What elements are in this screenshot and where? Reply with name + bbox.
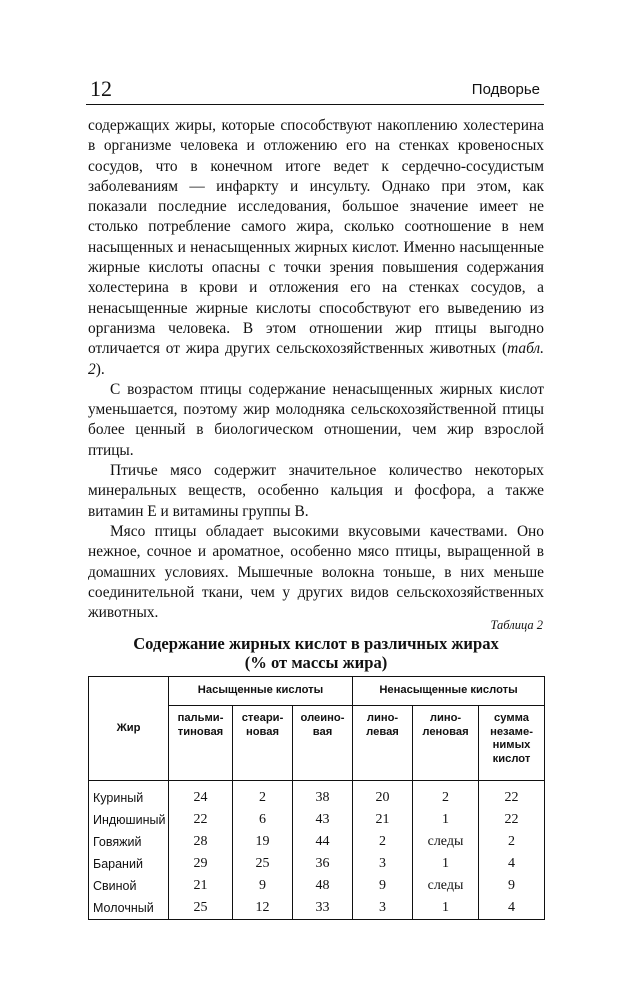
value-cell: 48	[293, 875, 353, 897]
fat-name-cell: Говяжий	[89, 831, 169, 853]
value-cell: 43	[293, 809, 353, 831]
header-rule	[86, 104, 544, 105]
value-cell: 4	[479, 897, 545, 920]
paragraph-4: Мясо птицы обладает высокими вкусовыми качествами. Оно нежное, сочное и ароматное, особенно мясо птицы, выращенной в домашних условиях. Мышечные волокна тоньше, в них меньше соединительной ткани, чем у других видов сельскохозяйственных животных.	[88, 522, 544, 622]
value-cell: 25	[169, 897, 233, 920]
fat-name-cell: Молочный	[89, 897, 169, 920]
value-cell: 33	[293, 897, 353, 920]
header-unsaturated: Ненасыщенные кислоты	[353, 677, 545, 706]
paragraph-1: содержащих жиры, которые способствуют накоплению холестерина в организме человека и отложению его на стенках кровеносных сосудов, что в конечном итоге ведет к сердечно-сосудистым заболеваниям — инфаркту и инсульту. Однако при этом, как показали последние исследования, большое значение имеет не столько потребление самого жира, сколько соотношение в нем насыщенных и ненасыщенных жирных кислот. Именно насыщенные жирные кислоты опасны с точки зрения повышения содержания холестерина в крови и отложения его на стенках сосудов, а ненасыщенные жирные кислоты способствуют его выведению из организма человека. В этом отношении жир птицы выгодно отличается от жира других сельскохозяйственных животных (табл. 2).	[88, 117, 544, 378]
value-cell: 1	[413, 897, 479, 920]
header-saturated: Насыщенные кислоты	[169, 677, 353, 706]
fat-name-cell: Свиной	[89, 875, 169, 897]
table-row	[89, 809, 545, 831]
table-label: Таблица 2	[490, 618, 543, 632]
value-cell: 2	[353, 831, 413, 853]
table-row	[89, 875, 545, 897]
value-cell: 2	[233, 781, 293, 810]
table-body	[89, 781, 545, 920]
value-cell: следы	[413, 875, 479, 897]
header-palmitic: пальмитиновая	[169, 706, 233, 781]
value-cell: 9	[353, 875, 413, 897]
value-cell: 22	[169, 809, 233, 831]
table-row	[89, 831, 545, 853]
table-reference: табл. 2	[88, 340, 544, 378]
header-linolenic: линоленовая	[413, 706, 479, 781]
value-cell: 25	[233, 853, 293, 875]
fat-name-cell: Куриный	[89, 781, 169, 810]
value-cell: 44	[293, 831, 353, 853]
value-cell: 9	[233, 875, 293, 897]
fat-name-cell: Бараний	[89, 853, 169, 875]
table-row	[89, 781, 545, 810]
running-title: Подворье	[471, 81, 540, 98]
value-cell: 19	[233, 831, 293, 853]
value-cell: 6	[233, 809, 293, 831]
paragraph-2: С возрастом птицы содержание ненасыщенных жирных кислот уменьшается, поэтому жир молодняка сельскохозяйственной птицы более ценный в биологическом отношении, чем жир взрослой птицы.	[88, 380, 544, 459]
value-cell: 1	[413, 809, 479, 831]
paragraph-3: Птичье мясо содержит значительное количество некоторых минеральных веществ, особенно кальция и фосфора, а также витамин Е и витамины группы В.	[88, 462, 544, 520]
value-cell: 21	[169, 875, 233, 897]
table-row	[89, 853, 545, 875]
value-cell: 3	[353, 853, 413, 875]
header-essential: сумма незаменимых кислот	[479, 706, 545, 781]
value-cell: 24	[169, 781, 233, 810]
page-number: 12	[90, 76, 112, 101]
table-row	[89, 897, 545, 920]
value-cell: 22	[479, 781, 545, 810]
value-cell: 2	[413, 781, 479, 810]
header-stearic: стеариновая	[233, 706, 293, 781]
value-cell: 9	[479, 875, 545, 897]
value-cell: 4	[479, 853, 545, 875]
header-fat: Жир	[89, 677, 169, 781]
header-oleic: олеиновая	[293, 706, 353, 781]
value-cell: 21	[353, 809, 413, 831]
value-cell: 12	[233, 897, 293, 920]
value-cell: 36	[293, 853, 353, 875]
table-title: Содержание жирных кислот в различных жирах (% от массы жира)	[133, 634, 499, 672]
value-cell: 1	[413, 853, 479, 875]
body-text	[88, 116, 544, 623]
value-cell: 38	[293, 781, 353, 810]
header-linoleic: линолевая	[353, 706, 413, 781]
value-cell: следы	[413, 831, 479, 853]
value-cell: 28	[169, 831, 233, 853]
fat-name-cell: Индюшиный	[89, 809, 169, 831]
fatty-acids-table	[88, 676, 545, 920]
value-cell: 20	[353, 781, 413, 810]
value-cell: 2	[479, 831, 545, 853]
value-cell: 22	[479, 809, 545, 831]
value-cell: 3	[353, 897, 413, 920]
value-cell: 29	[169, 853, 233, 875]
page-header	[86, 76, 544, 104]
